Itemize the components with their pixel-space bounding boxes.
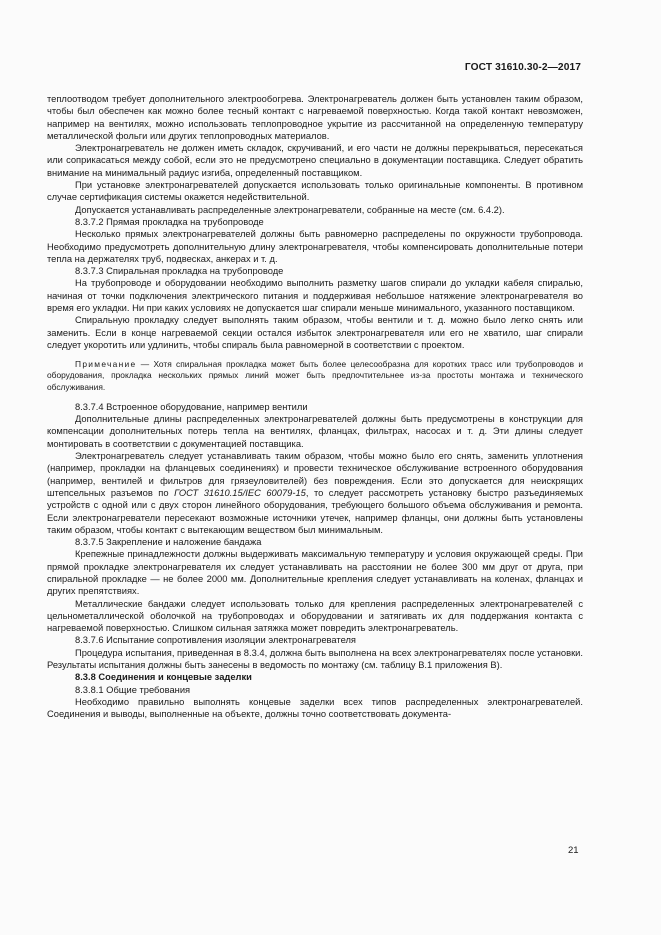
paragraph: 8.3.7.6 Испытание сопротивления изоляции электронагревателя <box>75 635 356 646</box>
paragraph: Процедура испытания, приведенная в 8.3.4, должна быть выполнена на всех электронагревателях после установки. Результаты испытания должны быть занесены в ведомость по монтажу (см. таблицу В.1 приложения В). <box>47 647 583 671</box>
paragraph: На трубопроводе и оборудовании необходимо выполнить разметку шагов спирали до укладки кабеля спиралью, начиная от точки подключения электрического питания и поддерживая небольшое натяжение электронагревателя во время его укладки. Ни при каких условиях не допускается шаг спирали меньше минимального, указанного поставщиком. <box>47 278 583 314</box>
page-number: 21 <box>568 845 579 856</box>
note-paragraph <box>47 359 583 393</box>
paragraph-installation-gost <box>47 450 583 536</box>
paragraph: Крепежные принадлежности должны выдерживать максимальную температуру и условия окружающей среды. При прямой прокладке электронагревателя их следует устанавливать на расстоянии не более 300 мм друг от друга, при спиральной прокладке — не более 2000 мм. Дополнительные крепления следует устанавливать на коленах, фланцах и других препятствиях. <box>47 549 583 597</box>
paragraph: 8.3.8 Соединения и концевые заделки <box>75 672 252 683</box>
paragraph: 8.3.7.5 Закрепление и наложение бандажа <box>75 537 262 548</box>
gost-reference: ГОСТ 31610.15/IEC 60079-15 <box>174 487 306 498</box>
paragraph: 8.3.8.1 Общие требования <box>75 684 191 695</box>
document-code-header: ГОСТ 31610.30-2—2017 <box>464 62 581 73</box>
paragraph: При установке электронагревателей допускается использовать только оригинальные компоненты. В противном случае сертификация системы окажется недействительной. <box>47 180 583 203</box>
paragraph: Металлические бандажи следует использовать только для крепления распределенных электронагревателей с цельнометаллической оболочкой на трубопроводах и оборудовании и затягивать их для поддержания контакта с нагреваемой поверхностью. Слишком сильная затяжка может повредить электронагреватель. <box>47 598 583 634</box>
document-body <box>47 93 583 721</box>
paragraph: 8.3.7.2 Прямая прокладка на трубопроводе <box>75 216 264 227</box>
paragraph: Дополнительные длины распределенных электронагревателей должны быть предусмотрены в конструкции для компенсации дополнительных потерь тепла на вентилях, фланцах, фильтрах, насосах и т. д. Эти длины следует монтировать в соответствии с документацией поставщика. <box>47 414 583 449</box>
paragraph-text: Электронагреватель следует устанавливать таким образом, чтобы можно было его снять, заменить уплотнения (например, прокладки на фланцевых соединениях) и провести техническое обслуживание встроенного оборудования (например, вентилей и фильтров для грязеуловителей) без повреждения. Если это допускается для неискрящих штепсельных разъемов по <box>47 451 583 498</box>
paragraph: Спиральную прокладку следует выполнять таким образом, чтобы вентили и т. д. можно было легко снять или заменить. Если в конце нагреваемой секции остался избыток электронагревателя или его не хватило, шаг спирали следует укоротить или удлинить, чтобы спираль была равномерной в соответствии с проектом. <box>47 315 583 350</box>
note-label: Примечание <box>75 359 137 370</box>
paragraph: 8.3.7.4 Встроенное оборудование, например вентили <box>75 401 308 412</box>
paragraph: Необходимо правильно выполнять концевые заделки всех типов распределенных электронагревателей. Соединения и выводы, выполненные на объекте, должны точно соответствовать документа- <box>47 696 583 720</box>
note-dash: — <box>136 359 154 370</box>
text-block-3 <box>47 536 583 720</box>
paragraph: Электронагреватель не должен иметь складок, скручиваний, и его части не должны перекрываться, пересекаться или соприкасаться между собой, если это не предусмотрено специально в документации поставщика. Следует обратить внимание на минимальный радиус изгиба, определенный поставщиком. <box>47 143 583 178</box>
paragraph: Несколько прямых электронагревателей должны быть равномерно распределены по окружности трубопровода. Необходимо предусмотреть дополнительную длину электронагревателя, чтобы компенсировать дополнительные потери тепла на держателях труб, подвесках, анкерах и т. д. <box>47 229 583 264</box>
paragraph: теплоотводом требует дополнительного электрообогрева. Электронагреватель должен быть установлен таким образом, чтобы был обеспечен как можно более тесный контакт с нагреваемой поверхностью. Когда такой контакт невозможен, например на вентилях, можно использовать теплопроводное укрытие из рассчитанной на определенную температуру металлической фольги или других теплопроводных материалов. <box>47 94 583 141</box>
note-text: Хотя спиральная прокладка может быть более целесообразна для коротких трасс или трубопроводов и оборудования, прокладка нескольких прямых линий может быть предпочтительнее из-за простоты монтажа и технического обслуживания. <box>47 359 584 392</box>
text-block-1 <box>47 93 583 351</box>
paragraph: Допускается устанавливать распределенные электронагреватели, собранные на месте (см. 6.4.2). <box>75 204 505 215</box>
text-block-2 <box>47 401 583 450</box>
paragraph-text: , то следует рассмотреть установку быстро разъединяемых устройств с одной или с двух сторон линейного оборудования, требующего большого объема обслуживания и ремонта. Если электронагреватели пересекают возможные источники утечек, например фланцы, они должны быть установлены таким образом, чтобы контакт с вытекающим веществом был минимальным. <box>47 487 584 535</box>
paragraph: 8.3.7.3 Спиральная прокладка на трубопроводе <box>75 266 284 277</box>
